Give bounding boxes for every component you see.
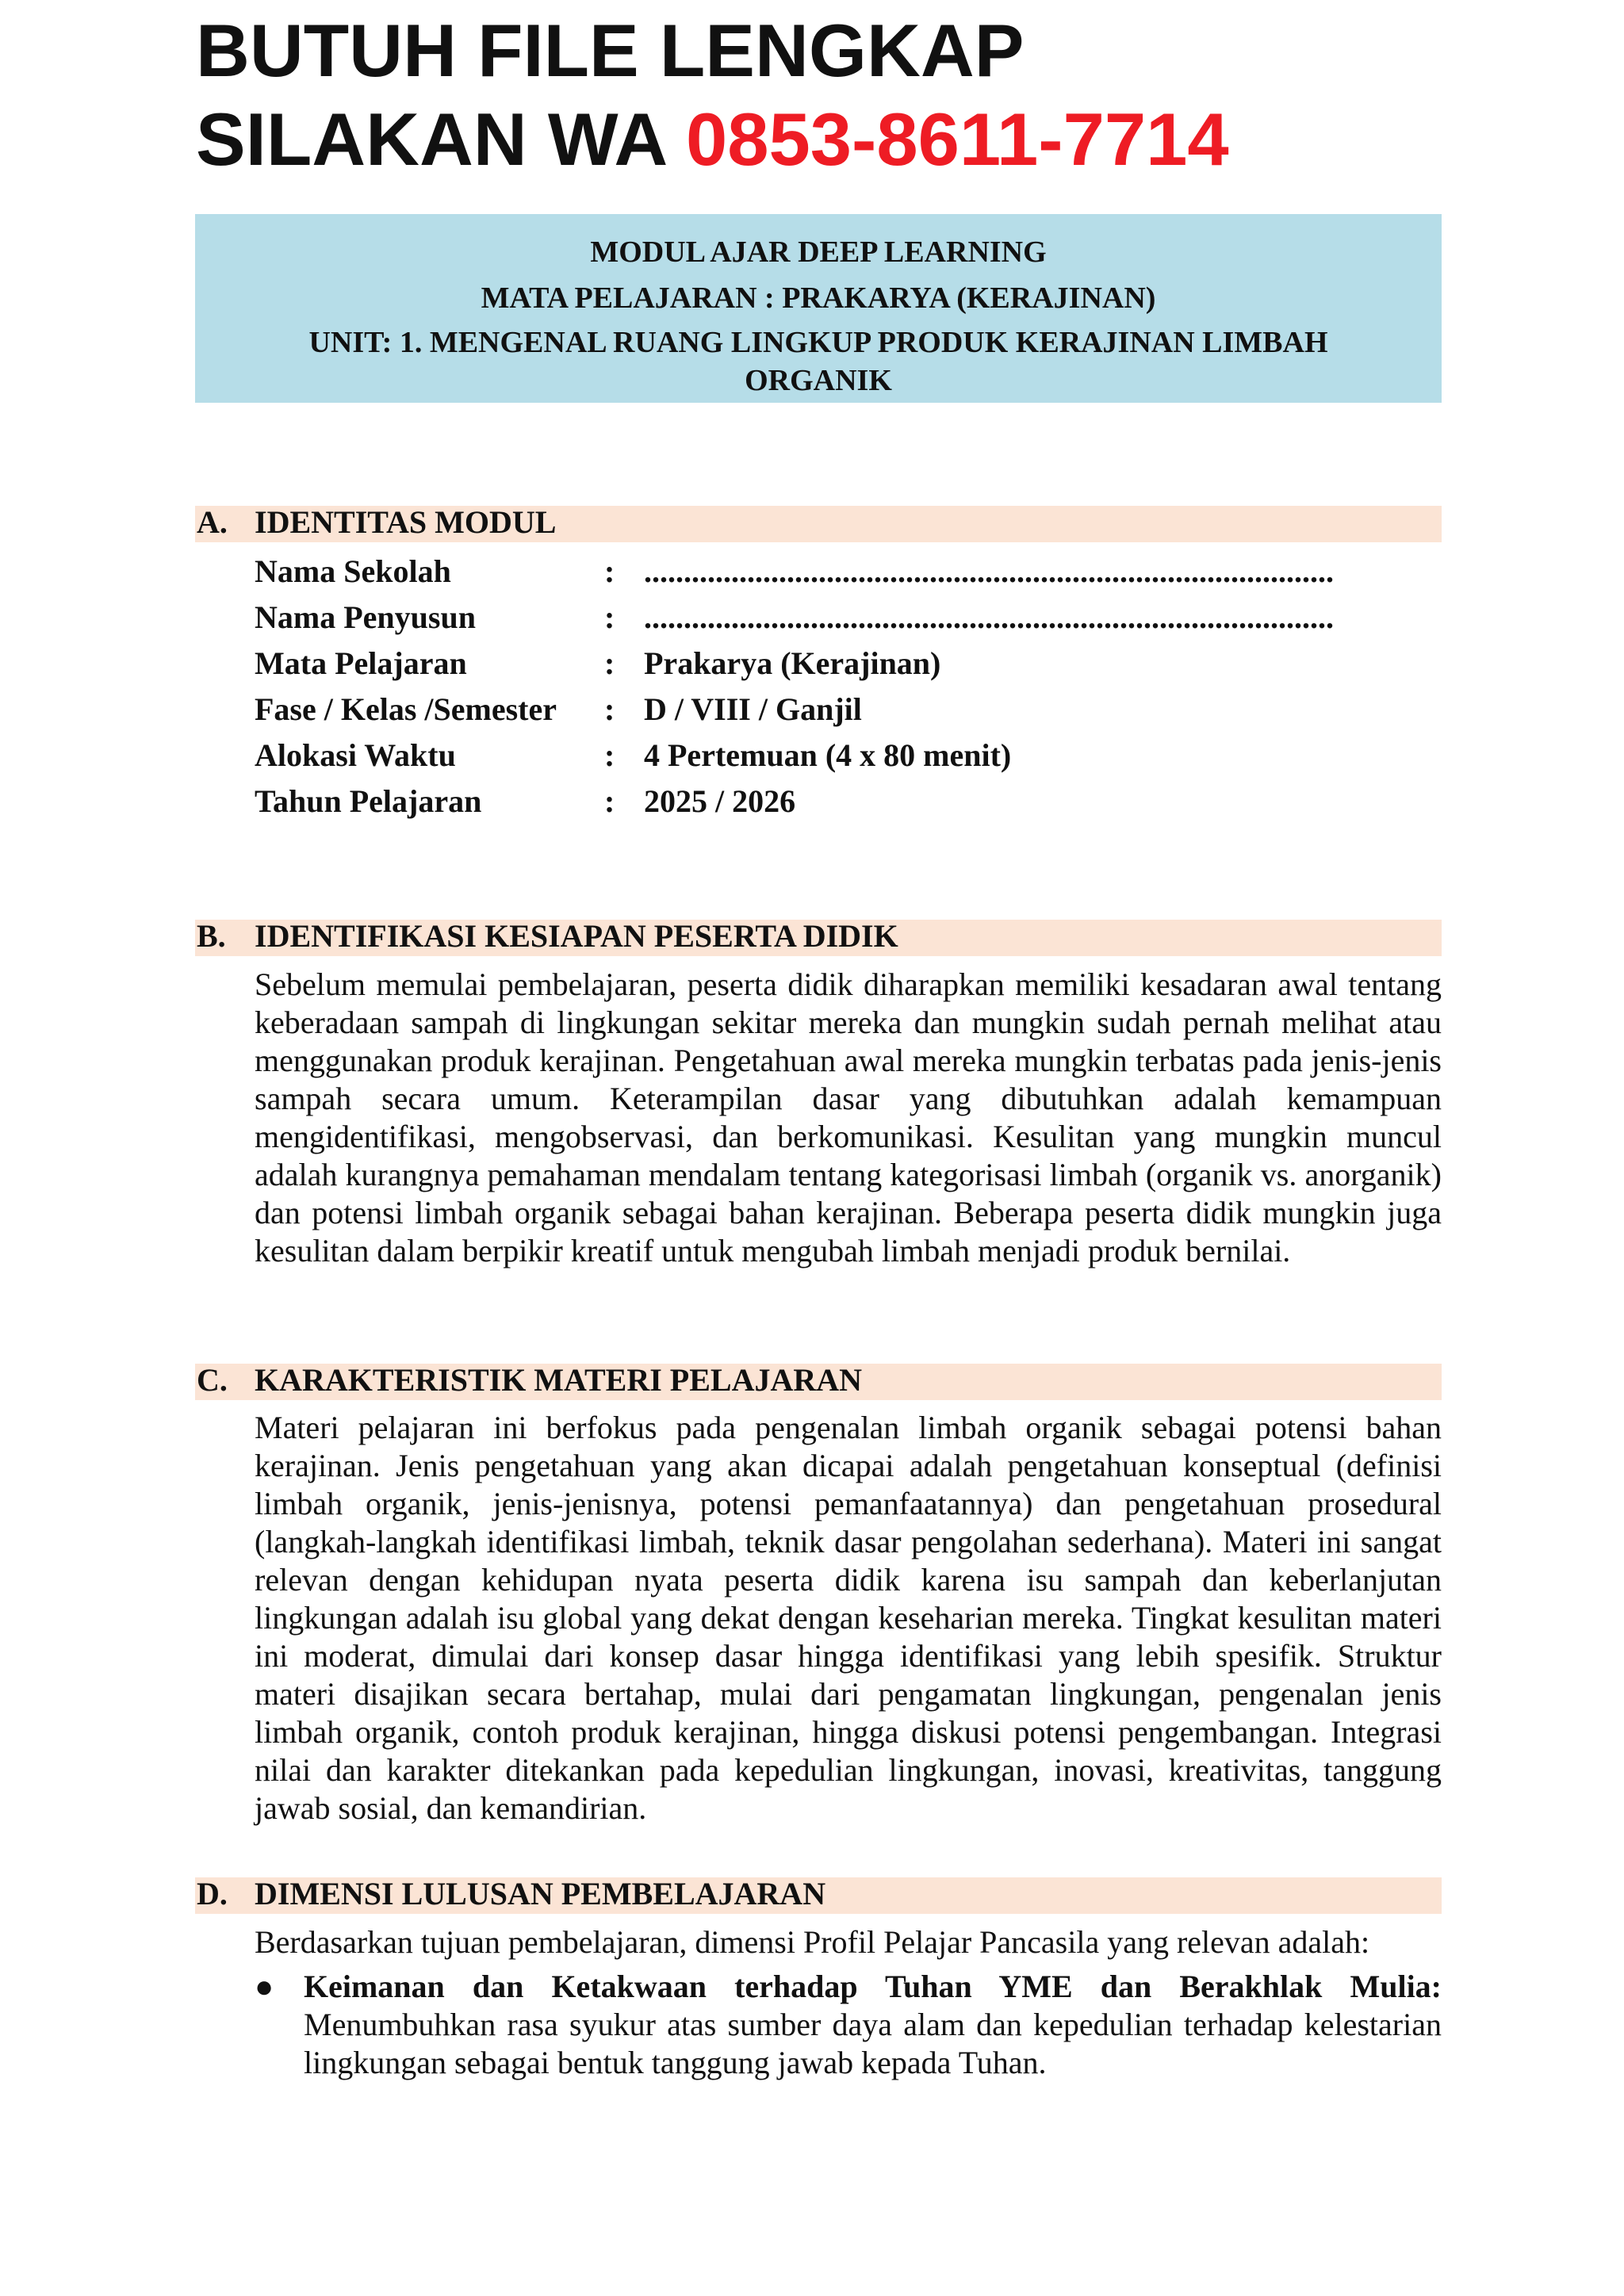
identity-value: Prakarya (Kerajinan): [644, 645, 941, 681]
title-line-3: UNIT: 1. MENGENAL RUANG LINGKUP PRODUK KERAJINAN LIMBAH ORGANIK: [308, 326, 1328, 397]
section-b-letter: B.: [197, 918, 226, 954]
section-c-paragraph: Materi pelajaran ini berfokus pada pengenalan limbah organik sebagai potensi bahan kerajinan. Jenis pengetahuan yang akan dicapai adalah pengetahuan konseptual (definisi limbah organik, jenis-jenisnya, potensi pemanfaatannya) dan pengetahuan prosedural (langkah-langkah identifikasi limbah, teknik dasar pengolahan sederhana). Materi ini sangat relevan dengan kehidupan nyata peserta didik karena isu sampah dan keberlanjutan lingkungan adalah isu global yang dekat dengan keseharian mereka. Tingkat kesulitan materi ini moderat, dimulai dari konsep dasar hingga identifikasi yang lebih spesifik. Struktur materi disajikan secara bertahap, mulai dari pengamatan lingkungan, pengenalan jenis limbah organik, contoh produk kerajinan, hingga diskusi potensi pengembangan. Integrasi nilai dan karakter ditekankan pada kepedulian lingkungan, inovasi, kreativitas, tanggung jawab sosial, dan kemandirian.: [255, 1410, 1442, 1826]
identity-colon: :: [604, 645, 615, 681]
identity-value: D / VIII / Ganjil: [644, 691, 862, 727]
bullet-text: [304, 1968, 1442, 2082]
identity-value: .......................................................................................: [644, 599, 1334, 635]
identity-value: .......................................................................................: [644, 553, 1334, 589]
section-d-title: DIMENSI LULUSAN PEMBELAJARAN: [255, 1876, 826, 1911]
identity-label: Nama Penyusun: [255, 599, 476, 635]
section-b-paragraph: Sebelum memulai pembelajaran, peserta didik diharapkan memiliki kesadaran awal tentang keberadaan sampah di lingkungan sekitar mereka dan mungkin sudah pernah melihat atau menggunakan produk kerajinan. Pengetahuan awal mereka mungkin terbatas pada jenis-jenis sampah secara umum. Keterampilan dasar yang dibutuhkan adalah kemampuan mengidentifikasi, mengobservasi, dan berkomunikasi. Kesulitan yang mungkin muncul adalah kurangnya pemahaman mendalam tentang kategorisasi limbah (organik vs. anorganik) dan potensi limbah organik sebagai bahan kerajinan. Beberapa peserta didik mungkin juga kesulitan dalam berpikir kreatif untuk mengubah limbah menjadi produk bernilai.: [255, 966, 1442, 1269]
identity-label: Alokasi Waktu: [255, 737, 456, 773]
promo-line-1: BUTUH FILE LENGKAP: [196, 9, 1025, 92]
identity-colon: :: [604, 599, 615, 635]
identity-colon: :: [604, 691, 615, 727]
section-d-header: [195, 1877, 1442, 1914]
section-d-intro: Berdasarkan tujuan pembelajaran, dimensi Profil Pelajar Pancasila yang relevan adalah:: [255, 1924, 1370, 1960]
section-b-header: [195, 920, 1442, 956]
identity-colon: :: [604, 737, 615, 773]
identity-colon: :: [604, 553, 615, 589]
identity-label: Tahun Pelajaran: [255, 783, 482, 819]
title-line-2: MATA PELAJARAN : PRAKARYA (KERAJINAN): [481, 281, 1156, 315]
bullet-body: Menumbuhkan rasa syukur atas sumber daya alam dan kepedulian terhadap kelestarian lingkungan sebagai bentuk tanggung jawab kepada Tuhan.: [304, 2007, 1442, 2080]
section-c-header: [195, 1364, 1442, 1400]
identity-colon: :: [604, 783, 615, 819]
section-c-title: KARAKTERISTIK MATERI PELAJARAN: [255, 1362, 863, 1398]
promo-line-2-text: SILAKAN WA: [196, 98, 686, 181]
module-title-box: [195, 214, 1442, 403]
bullet-heading: Keimanan dan Ketakwaan terhadap Tuhan YME dan Berakhlak Mulia:: [304, 1969, 1442, 2004]
section-a-title: IDENTITAS MODUL: [255, 504, 557, 540]
identity-value: 4 Pertemuan (4 x 80 menit): [644, 737, 1012, 773]
title-line-1: MODUL AJAR DEEP LEARNING: [590, 235, 1047, 269]
section-a-header: [195, 506, 1442, 542]
promo-phone-number: 0853-8611-7714: [685, 98, 1229, 181]
identity-label: Fase / Kelas /Semester: [255, 691, 557, 727]
identity-label: Nama Sekolah: [255, 553, 451, 589]
section-c-letter: C.: [197, 1362, 228, 1398]
section-d-letter: D.: [197, 1876, 228, 1911]
promo-banner: [196, 6, 1229, 184]
section-b-title: IDENTIFIKASI KESIAPAN PESERTA DIDIK: [255, 918, 898, 954]
bullet-icon: ●: [255, 1969, 274, 2004]
identity-value: 2025 / 2026: [644, 783, 796, 819]
section-a-letter: A.: [197, 504, 228, 540]
identity-label: Mata Pelajaran: [255, 645, 467, 681]
promo-line-2: [196, 95, 1229, 184]
